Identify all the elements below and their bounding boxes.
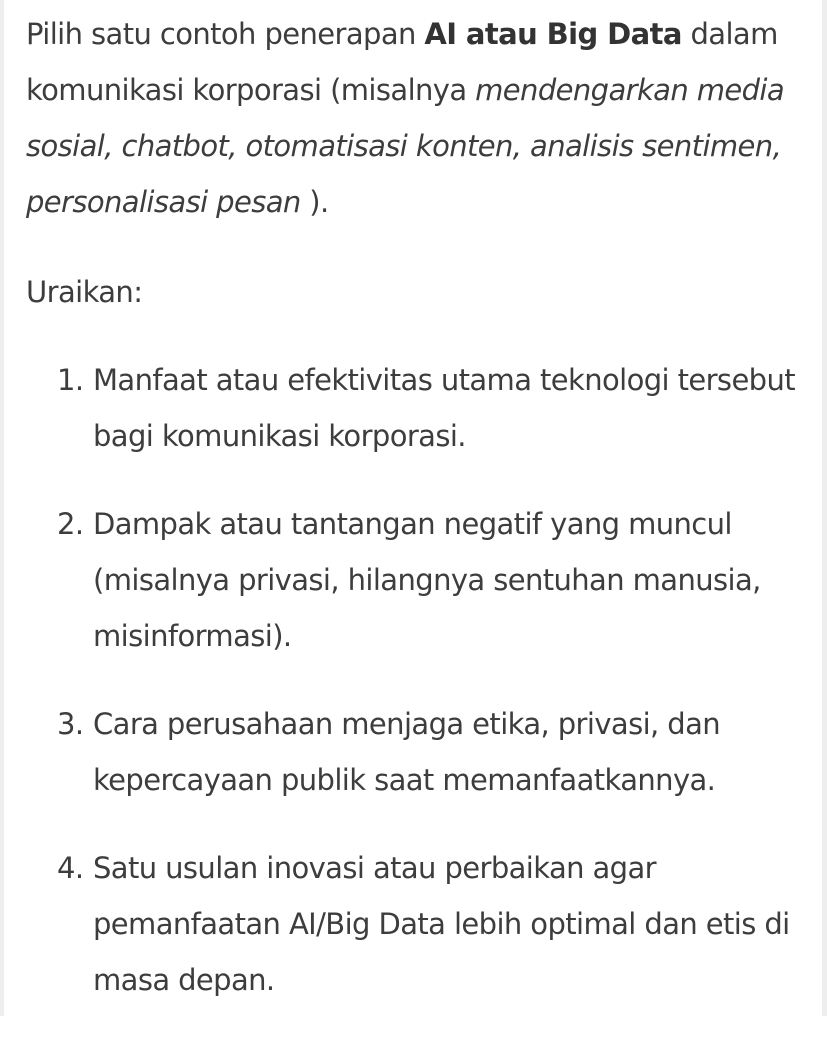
intro-bold-topic: AI atau Big Data (424, 17, 682, 51)
question-number: 3. (57, 707, 84, 741)
intro-paragraph (26, 6, 816, 230)
intro-text-middle: dalam komunikasi korporasi (misalnya (26, 17, 778, 107)
question-text: Cara perusahaan menjaga etika, privasi, dan kepercayaan publik saat memanfaatkannya. (93, 707, 721, 797)
assignment-content (26, 6, 816, 1040)
question-item (26, 496, 816, 664)
right-frame-border (822, 0, 827, 1016)
intro-text-end: ). (300, 185, 329, 219)
left-frame-border (0, 0, 4, 1016)
question-text: Manfaat atau efektivitas utama teknologi tersebut bagi komunikasi korporasi. (93, 363, 796, 453)
question-number: 1. (57, 363, 84, 397)
instruction-lead: Uraikan: (26, 275, 143, 309)
question-number: 4. (57, 851, 84, 885)
intro-examples: mendengarkan media sosial, chatbot, otomatisasi konten, analisis sentimen, personalisasi pesan (26, 73, 785, 219)
question-item (26, 840, 816, 1008)
intro-text-start: Pilih satu contoh penerapan (26, 17, 425, 51)
question-text: Dampak atau tantangan negatif yang muncul (misalnya privasi, hilangnya sentuhan manusia, misinformasi). (93, 507, 761, 653)
question-text: Satu usulan inovasi atau perbaikan agar pemanfaatan AI/Big Data lebih optimal dan etis di masa depan. (93, 851, 790, 997)
question-list (26, 352, 816, 1008)
question-number: 2. (57, 507, 84, 541)
question-item (26, 352, 816, 464)
question-item (26, 696, 816, 808)
